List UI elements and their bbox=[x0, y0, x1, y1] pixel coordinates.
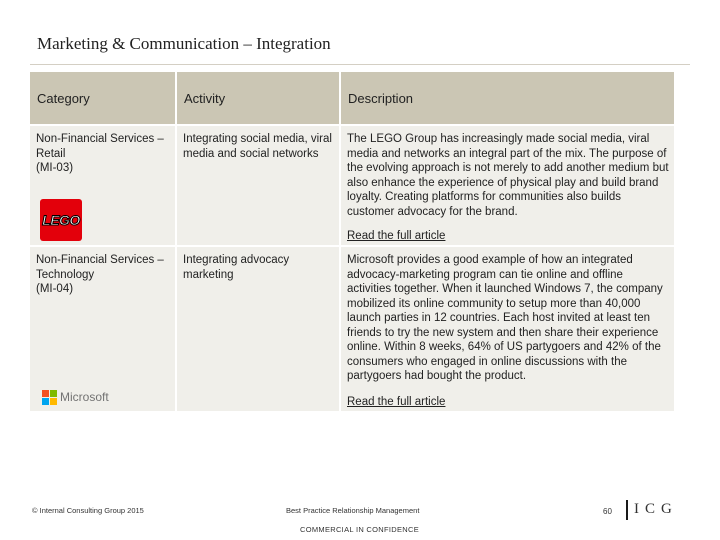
icg-logo: ICG bbox=[634, 501, 678, 517]
table-row bbox=[30, 125, 674, 246]
description-text: The LEGO Group has increasingly made social media, viral media and networks an integral part of the mix. The purpose of the evolving approach is not merely to add another medium but also enhance the experience of physical play and build brand loyalty. Creating platforms for communities also builds customer advocacy for the brand. bbox=[347, 133, 669, 218]
description-text: Microsoft provides a good example of how an integrated advocacy-marketing program can tie online and offline activities together. When it launched Windows 7, the company mobilized its online community to setup more than 40,000 launch parties in 12 countries. Each host invited at least ten friends to try the new system and then share their experience online. Within 8 weeks, 64% of US partygoers and 42% of the consumers who engaged in online discussions with the partygoers had bought the product. bbox=[347, 254, 663, 382]
title-divider bbox=[30, 64, 690, 65]
activity-text: Integrating advocacy marketing bbox=[183, 254, 290, 281]
table-row bbox=[30, 246, 674, 411]
category-cell bbox=[30, 125, 176, 246]
header-activity: Activity bbox=[176, 72, 340, 125]
category-text: Non-Financial Services – Technology bbox=[36, 254, 164, 281]
activity-cell bbox=[176, 125, 340, 246]
page-number: 60 bbox=[603, 507, 612, 516]
header-category: Category bbox=[30, 72, 176, 125]
microsoft-logo bbox=[42, 390, 109, 405]
category-code: (MI-04) bbox=[36, 283, 74, 295]
category-cell bbox=[30, 246, 176, 411]
microsoft-squares-icon bbox=[42, 390, 57, 405]
lego-logo-text: LEGO bbox=[42, 211, 80, 228]
footer-confidential: COMMERCIAL IN CONFIDENCE bbox=[300, 525, 420, 534]
microsoft-logo-text: Microsoft bbox=[60, 390, 109, 405]
activity-text: Integrating social media, viral media and social networks bbox=[183, 133, 332, 160]
read-article-link[interactable]: Read the full article bbox=[347, 229, 446, 242]
header-description: Description bbox=[340, 72, 674, 125]
activity-cell bbox=[176, 246, 340, 411]
description-cell bbox=[340, 246, 674, 411]
category-text: Non-Financial Services – Retail bbox=[36, 133, 164, 160]
table-header-row bbox=[30, 72, 674, 125]
footer-copyright: © Internal Consulting Group 2015 bbox=[32, 506, 144, 515]
footer-title: Best Practice Relationship Management bbox=[286, 506, 420, 515]
lego-logo bbox=[40, 199, 82, 241]
description-cell bbox=[340, 125, 674, 246]
read-article-link[interactable]: Read the full article bbox=[347, 395, 446, 408]
activity-table bbox=[30, 72, 674, 411]
category-code: (MI-03) bbox=[36, 162, 74, 174]
slide-title: Marketing & Communication – Integration bbox=[37, 34, 331, 53]
footer-divider bbox=[626, 500, 628, 520]
